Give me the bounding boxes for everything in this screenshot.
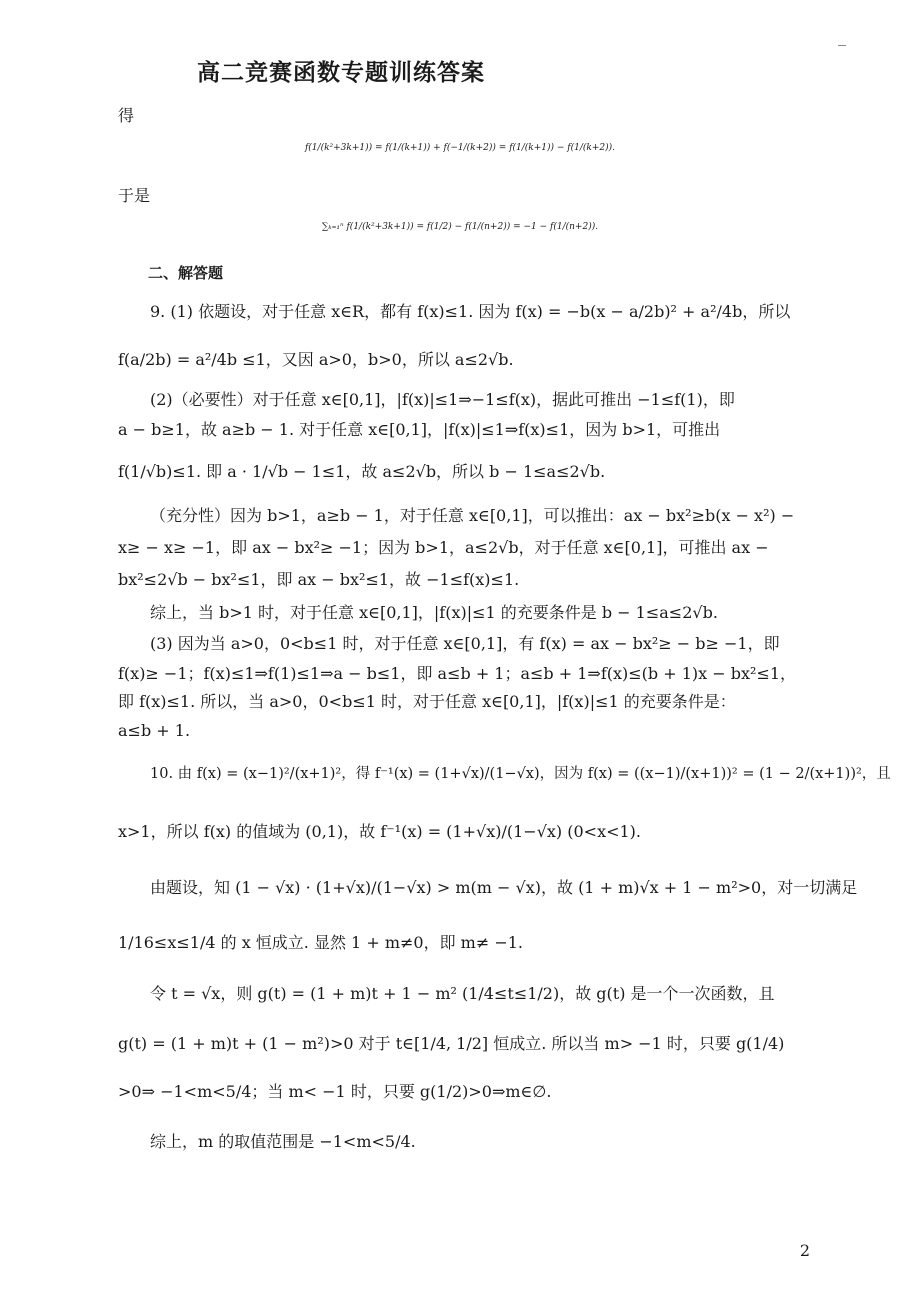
text-line: (3) 因为当 a>0，0<b≤1 时，对于任意 x∈[0,1]，有 f(x) = ax − bx²≥ − b≥ −1，即 [150,634,780,653]
text-line: 即 f(x)≤1. 所以，当 a>0，0<b≤1 时，对于任意 x∈[0,1]，|f(x)|≤1 的充要条件是： [118,692,736,711]
text-line: x≥ − x≥ −1，即 ax − bx²≥ −1；因为 b>1，a≤2√b，对于任意 x∈[0,1]，可推出 ax − [118,538,769,557]
text-line: 综上，m 的取值范围是 −1<m<5/4. [150,1132,416,1151]
text-line: bx²≤2√b − bx²≤1，即 ax − bx²≤1，故 −1≤f(x)≤1. [118,570,520,589]
page-title: 高二竞赛函数专题训练答案 [197,60,485,86]
text-line: a − b≥1，故 a≥b − 1. 对于任意 x∈[0,1]，|f(x)|≤1⇒f(x)≤1，因为 b>1，可推出 [118,420,721,439]
text-line: 1/16≤x≤1/4 的 x 恒成立. 显然 1 + m≠0，即 m≠ −1. [118,933,523,952]
text-line: f(1/√b)≤1. 即 a · 1/√b − 1≤1，故 a≤2√b，所以 b − 1≤a≤2√b. [118,462,606,481]
text-line: g(t) = (1 + m)t + (1 − m²)>0 对于 t∈[1/4, 1/2] 恒成立. 所以当 m> −1 时，只要 g(1/4) [118,1034,785,1053]
text-line: 得 [118,106,135,125]
formula-line: f(1/(k²+3k+1)) = f(1/(k+1)) + f(−1/(k+2)) = f(1/(k+1)) − f(1/(k+2)). [304,143,616,153]
text-line: 综上，当 b>1 时，对于任意 x∈[0,1]，|f(x)|≤1 的充要条件是 b − 1≤a≤2√b. [150,603,718,622]
section-heading: 二、解答题 [148,264,224,282]
text-line: f(x)≥ −1；f(x)≤1⇒f(1)≤1⇒a − b≤1，即 a≤b + 1；a≤b + 1⇒f(x)≤(b + 1)x − bx²≤1， [118,664,797,683]
text-line: f(a/2b) = a²/4b ≤1，又因 a>0，b>0，所以 a≤2√b. [118,350,514,369]
text-line: >0⇒ −1<m<5/4；当 m< −1 时，只要 g(1/2)>0⇒m∈∅. [118,1082,552,1101]
page-number: 2 [799,1241,810,1260]
scan-mark [838,45,846,46]
text-line: a≤b + 1. [118,721,191,740]
text-line: （充分性）因为 b>1，a≥b − 1，对于任意 x∈[0,1]，可以推出：ax − bx²≥b(x − x²) − [150,506,795,525]
text-line: 10. 由 f(x) = (x−1)²/(x+1)²，得 f⁻¹(x) = (1+√x)/(1−√x)，因为 f(x) = ((x−1)/(x+1))² = (1 − 2/(x+1))²，且 [150,766,891,782]
text-line: 9. (1) 依题设，对于任意 x∈R，都有 f(x)≤1. 因为 f(x) = −b(x − a/2b)² + a²/4b，所以 [150,302,791,321]
text-line: x>1，所以 f(x) 的值域为 (0,1)，故 f⁻¹(x) = (1+√x)/(1−√x) (0<x<1). [118,822,642,841]
text-line: 于是 [118,186,151,205]
text-line: 由题设，知 (1 − √x) · (1+√x)/(1−√x) > m(m − √x)，故 (1 + m)√x + 1 − m²>0，对一切满足 [150,878,858,897]
formula-line: ∑ₖ₌₁ⁿ f(1/(k²+3k+1)) = f(1/2) − f(1/(n+2)) = −1 − f(1/(n+2)). [321,222,599,232]
text-line: 令 t = √x，则 g(t) = (1 + m)t + 1 − m² (1/4≤t≤1/2)，故 g(t) 是一个一次函数，且 [150,984,775,1003]
text-line: (2)（必要性）对于任意 x∈[0,1]，|f(x)|≤1⇒−1≤f(x)，据此可推出 −1≤f(1)，即 [150,390,735,409]
